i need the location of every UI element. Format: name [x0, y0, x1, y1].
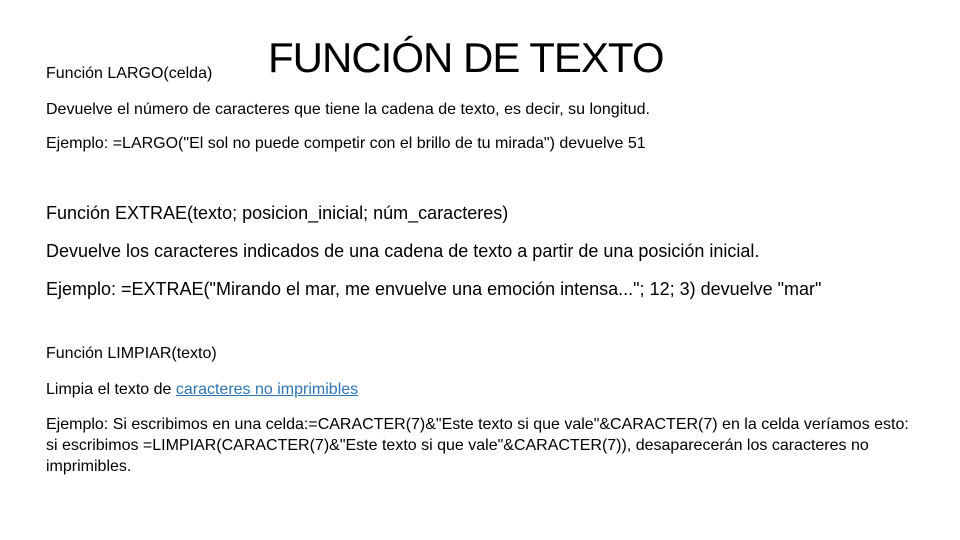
limpiar-description-text: Limpia el texto de [46, 381, 176, 398]
largo-description: Devuelve el número de caracteres que tiene la cadena de texto, es decir, su longitud. [46, 101, 650, 118]
limpiar-section [46, 344, 920, 477]
limpiar-heading: Función LIMPIAR(texto) [46, 345, 217, 362]
caracteres-no-imprimibles-link[interactable]: caracteres no imprimibles [175, 381, 359, 398]
largo-example: Ejemplo: =LARGO("El sol no puede competir con el brillo de tu mirada") devuelve 51 [46, 135, 646, 152]
extrae-example: Ejemplo: =EXTRAE("Mirando el mar, me envuelve una emoción intensa..."; 12; 3) devuelve "mar" [46, 279, 822, 299]
limpiar-example: Ejemplo: Si escribimos en una celda:=CARACTER(7)&"Este texto si que vale"&CARACTER(7) en la celda veríamos esto: si escribimos =LIMPIAR(CARACTER(7)&"Este texto si que vale"&CARACTER(7)), desaparecerán los caracteres no imprimibles. [46, 416, 909, 475]
limpiar-description [46, 380, 920, 400]
page-title: FUNCIÓN DE TEXTO [268, 34, 664, 82]
largo-heading: Función LARGO(celda) [46, 65, 213, 82]
extrae-heading: Función EXTRAE(texto; posicion_inicial; núm_caracteres) [46, 203, 509, 223]
largo-section [46, 64, 920, 154]
extrae-description: Devuelve los caracteres indicados de una cadena de texto a partir de una posición inicial. [46, 241, 760, 261]
extrae-section [46, 202, 920, 300]
